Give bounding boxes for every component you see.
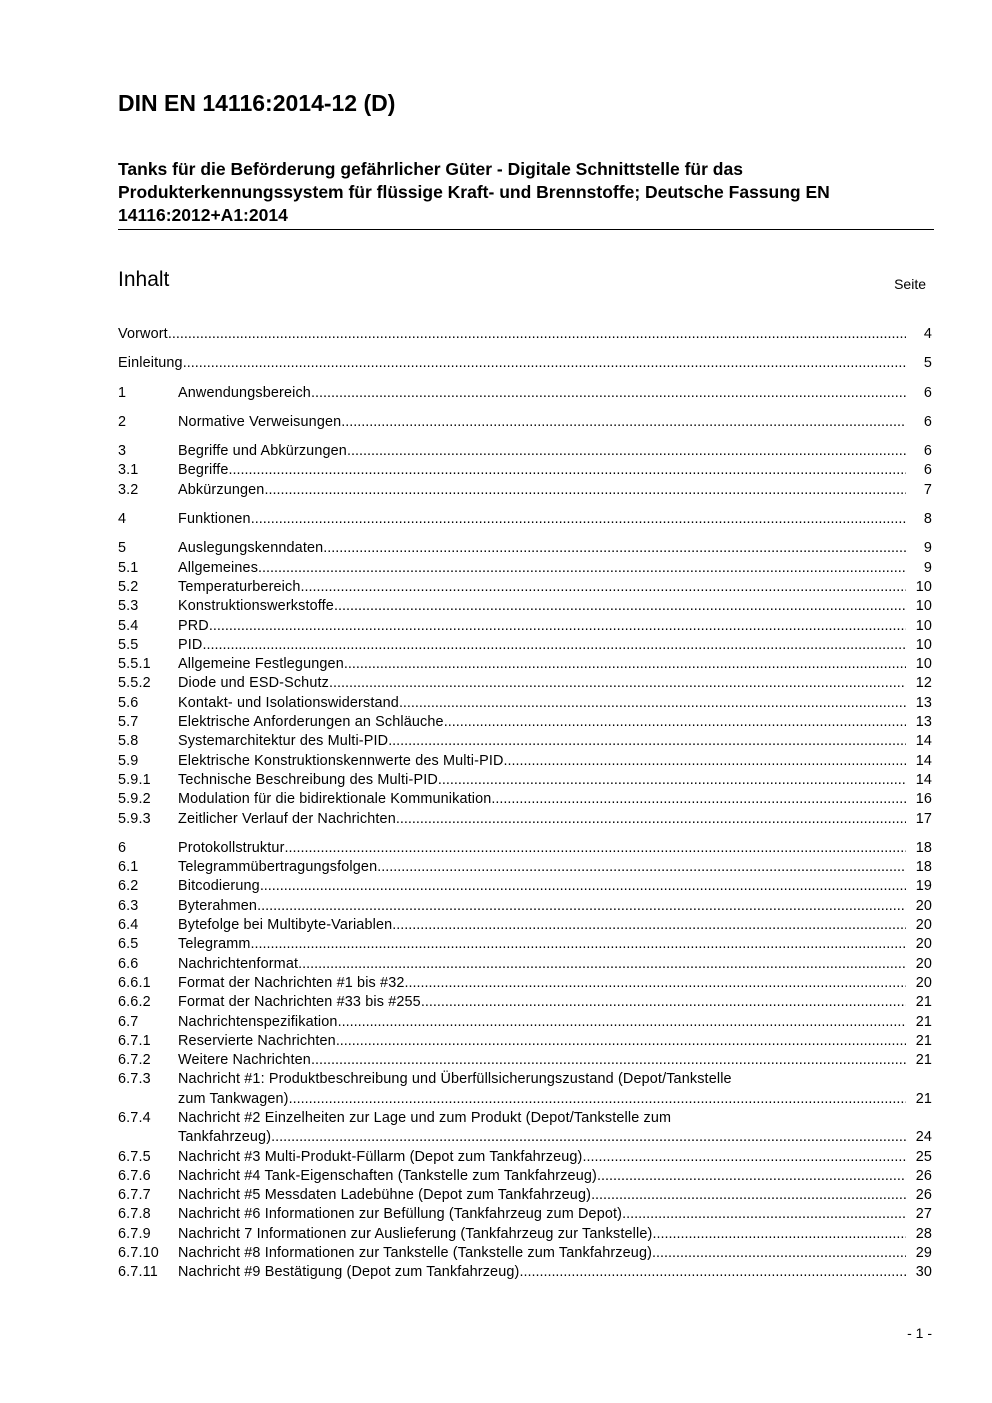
toc-entry-title: Technische Beschreibung des Multi-PID [178,771,438,788]
toc-dot-leader [597,1167,906,1186]
toc-entry-title: Telegramm [178,936,251,953]
document-subtitle: Tanks für die Beförderung gefährlicher Güter - Digitale Schnittstelle für das Produkterkennungssystem für flüssige Kraft- und Brennstoffe; Deutsche Fassung EN 14116:2012+A1:2014 [118,159,830,225]
toc-header [118,268,926,298]
toc-entry-page: 26 [915,1187,932,1204]
title-divider [118,229,934,230]
toc-dot-leader [229,461,906,480]
toc-entry-page: 9 [923,540,932,557]
toc-entry-number: 5.8 [118,733,139,750]
toc-entry-number: 5.9 [118,752,139,769]
toc-dot-leader [260,877,906,896]
toc-dot-leader [344,655,906,674]
toc-entry[interactable] [118,1244,932,1263]
toc-entry-number: 6.6 [118,955,139,972]
toc-entry-number: 6.7.3 [118,1071,151,1088]
toc-entry-number: 6.7.5 [118,1148,151,1165]
toc-entry-page: 20 [915,955,932,972]
toc-entry-number: 5.5.1 [118,656,151,673]
toc-entry-page: 6 [923,443,932,460]
toc-entry-title: Normative Verweisungen [178,413,342,430]
toc-entry-number: 6.7.9 [118,1225,151,1242]
toc-entry-title: Vorwort [118,326,168,342]
toc-entry-title: Reservierte Nachrichten [178,1032,336,1049]
toc-entry[interactable] [118,790,932,809]
toc-entry[interactable] [118,442,932,461]
toc-entry-number: 1 [118,384,127,401]
toc-entry[interactable] [118,1070,932,1109]
toc-entry-title: Auslegungskenndaten [178,540,324,557]
toc-entry-title: Nachrichtenformat [178,955,299,972]
toc-dot-leader [258,559,906,578]
toc-entry-page: 21 [915,1013,932,1030]
toc-dot-leader [341,413,906,432]
toc-entry[interactable] [118,771,932,790]
toc-entry-title: Nachricht #3 Multi-Produkt-Füllarm (Depot zum Tankfahrzeug) [178,1148,583,1165]
toc-entry[interactable] [118,752,932,771]
toc-dot-leader [301,578,906,597]
toc-entry-page: 13 [915,714,932,731]
toc-entry-title: Nachricht #1: Produktbeschreibung und Überfüllsicherungszustand (Depot/Tankstelle [178,1071,732,1088]
toc-dot-leader [311,384,906,403]
toc-entry-page: 10 [915,617,932,634]
toc-entry-number: 3 [118,443,127,460]
toc-entry-page: 18 [915,859,932,876]
toc-entry[interactable] [118,877,932,896]
toc-entry-page: 16 [915,791,932,808]
toc-entry-number: 5 [118,540,127,557]
toc-entry-page: 25 [915,1148,932,1165]
toc-dot-leader [377,858,906,877]
toc-entry-page: 5 [923,355,932,372]
toc-dot-leader [421,993,906,1012]
toc-entry[interactable] [118,1263,932,1282]
toc-entry-number: 5.3 [118,598,139,615]
toc-entry-title: Bytefolge bei Multibyte-Variablen [178,917,393,934]
toc-entry-page: 7 [923,481,932,498]
toc-entry-number: 6.7.7 [118,1187,151,1204]
toc-entry-title: Nachricht #6 Informationen zur Befüllung (Tankfahrzeug zum Depot) [178,1206,623,1223]
toc-entry[interactable] [118,539,932,558]
toc-entry-title: Diode und ESD-Schutz [178,675,329,692]
toc-dot-leader [298,955,906,974]
toc-entry-title-continued: zum Tankwagen) [178,1090,289,1107]
toc-entry[interactable] [118,839,932,858]
toc-entry[interactable] [118,955,932,974]
toc-dot-leader [388,732,906,751]
toc-entry-title: Begriffe [178,462,229,479]
toc-entry-title: Modulation für die bidirektionale Kommunikation [178,791,492,808]
toc-entry-page: 19 [915,878,932,895]
toc-entry-title: Nachricht #4 Tank-Eigenschaften (Tankstelle zum Tankfahrzeug) [178,1167,597,1184]
toc-dot-leader [399,694,906,713]
toc-entry[interactable] [118,674,932,693]
toc-entry-number: 5.7 [118,714,139,731]
toc-entry-number: 6.7 [118,1013,139,1030]
toc-entry[interactable] [118,384,932,403]
toc-entry-page: 8 [923,511,932,528]
toc-dot-leader [271,1128,906,1147]
toc-entry-title: Elektrische Anforderungen an Schläuche [178,714,444,731]
toc-entry-title: Abkürzungen [178,481,265,498]
toc-entry-number: 3.2 [118,481,139,498]
toc-entry-number: 5.9.2 [118,791,151,808]
toc-entry[interactable] [118,413,932,432]
toc-entry[interactable] [118,559,932,578]
toc-entry-page: 20 [915,936,932,953]
toc-entry[interactable] [118,1167,932,1186]
toc-entry[interactable] [118,732,932,751]
toc-entry-page: 20 [915,917,932,934]
toc-entry[interactable] [118,1225,932,1244]
toc-entry-page: 24 [915,1129,932,1146]
toc-entry-page: 10 [915,636,932,653]
toc-entry-number: 6.7.1 [118,1032,151,1049]
toc-dot-leader [622,1205,906,1224]
toc-entry-page: 14 [915,771,932,788]
toc-entry-page: 18 [915,839,932,856]
toc-dot-leader [311,1051,906,1070]
toc-entry-number: 6.5 [118,936,139,953]
toc-heading: Inhalt [118,268,170,291]
toc-page-label: Seite [894,276,926,292]
toc-entry-title: PRD [178,617,209,634]
toc-dot-leader [285,839,906,858]
toc-dot-leader [582,1148,906,1167]
toc-entry-page: 10 [915,598,932,615]
toc-entry-title: Nachricht 7 Informationen zur Auslieferung (Tankfahrzeug zur Tankstelle) [178,1225,653,1242]
toc-entry-page: 4 [923,326,932,342]
toc-dot-leader [336,1032,906,1051]
toc-dot-leader [392,916,906,935]
toc-entry-page: 6 [923,413,932,430]
toc-entry-page: 21 [915,1052,932,1069]
toc-entry-number: 6.6.1 [118,974,151,991]
toc-dot-leader [438,771,906,790]
toc-dot-leader [209,617,906,636]
toc-entry[interactable] [118,810,932,829]
toc-entry[interactable] [118,935,932,954]
toc-entry-page: 13 [915,694,932,711]
toc-entry-page: 21 [915,994,932,1011]
toc-entry-page: 9 [923,559,932,576]
toc-dot-leader [652,1244,906,1263]
toc-entry[interactable] [118,617,932,636]
toc-entry-number: 2 [118,413,127,430]
toc-dot-leader [264,481,906,500]
toc-entry[interactable] [118,1148,932,1167]
toc-entry-page: 10 [915,578,932,595]
toc-entry-title: Format der Nachrichten #1 bis #32 [178,974,405,991]
toc-dot-leader [491,790,906,809]
toc-entry[interactable] [118,597,932,616]
toc-entry[interactable] [118,1186,932,1205]
toc-entry-page: 10 [915,656,932,673]
toc-dot-leader [444,713,906,732]
page-number: - 1 - [907,1325,932,1341]
toc-entry-page: 17 [915,810,932,827]
toc-entry-number: 6.7.2 [118,1052,151,1069]
toc-entry-title: Bitcodierung [178,878,260,895]
toc-entry-number: 6.3 [118,897,139,914]
toc-dot-leader [329,674,906,693]
toc-entry-number: 6.7.4 [118,1109,151,1126]
toc-entry[interactable] [118,655,932,674]
toc-entry[interactable] [118,897,932,916]
toc-entry[interactable] [118,916,932,935]
toc-entry-page: 20 [915,974,932,991]
toc-entry-number: 5.2 [118,578,139,595]
toc-entry-number: 5.6 [118,694,139,711]
toc-entry-title: Protokollstruktur [178,839,285,856]
table-of-contents [118,325,932,1283]
toc-entry-number: 5.9.3 [118,810,151,827]
toc-dot-leader [396,810,906,829]
toc-entry-number: 6.2 [118,878,139,895]
toc-entry-title: Byterahmen [178,897,258,914]
toc-entry-number: 6.6.2 [118,994,151,1011]
toc-entry-title: Nachricht #8 Informationen zur Tankstelle (Tankstelle zum Tankfahrzeug) [178,1245,653,1262]
toc-entry-number: 6.7.6 [118,1167,151,1184]
toc-entry[interactable] [118,694,932,713]
toc-entry-number: 6 [118,839,127,856]
toc-dot-leader [334,597,906,616]
toc-entry[interactable] [118,461,932,480]
toc-entry-title: Funktionen [178,511,251,528]
toc-entry-title-continued: Tankfahrzeug) [178,1129,272,1146]
toc-entry-number: 6.7.8 [118,1206,151,1223]
toc-entry[interactable] [118,1013,932,1032]
toc-entry-page: 21 [915,1090,932,1107]
toc-dot-leader [405,974,906,993]
toc-dot-leader [168,325,906,344]
toc-entry[interactable] [118,974,932,993]
toc-entry-title: Format der Nachrichten #33 bis #255 [178,994,421,1011]
toc-entry-title: Zeitlicher Verlauf der Nachrichten [178,810,396,827]
toc-entry-number: 4 [118,511,127,528]
toc-entry-page: 28 [915,1225,932,1242]
toc-entry-number: 5.5.2 [118,675,151,692]
toc-entry-title: Konstruktionswerkstoffe [178,598,334,615]
toc-dot-leader [251,935,906,954]
toc-entry-number: 5.1 [118,559,139,576]
toc-entry[interactable] [118,993,932,1012]
toc-entry[interactable] [118,713,932,732]
toc-entry-title: Nachricht #9 Bestätigung (Depot zum Tankfahrzeug) [178,1264,520,1281]
toc-dot-leader [347,442,906,461]
toc-dot-leader [504,752,906,771]
toc-entry-number: 6.1 [118,859,139,876]
toc-dot-leader [257,897,906,916]
toc-entry-page: 30 [915,1264,932,1281]
toc-dot-leader [251,510,906,529]
toc-dot-leader [338,1013,906,1032]
toc-dot-leader [519,1263,906,1282]
toc-entry-page: 29 [915,1245,932,1262]
toc-entry-number: 6.7.11 [118,1264,158,1281]
toc-entry[interactable] [118,858,932,877]
toc-dot-leader [202,636,906,655]
toc-entry-title: Allgemeines [178,559,259,576]
document-title: DIN EN 14116:2014-12 (D) [118,90,396,116]
toc-entry-page: 26 [915,1167,932,1184]
toc-entry-title: PID [178,636,203,653]
toc-entry[interactable] [118,510,932,529]
toc-entry-page: 21 [915,1032,932,1049]
toc-entry-title: Kontakt- und Isolationswiderstand [178,694,399,711]
toc-dot-leader [323,539,906,558]
toc-entry[interactable] [118,1109,932,1148]
toc-dot-leader [183,354,906,373]
toc-entry-number: 5.5 [118,636,139,653]
toc-entry-page: 6 [923,462,932,479]
toc-entry[interactable] [118,481,932,500]
toc-entry[interactable] [118,325,932,344]
toc-entry-number: 5.4 [118,617,139,634]
toc-entry-title: Nachricht #2 Einzelheiten zur Lage und zum Produkt (Depot/Tankstelle zum [178,1109,672,1126]
toc-entry-title: Nachricht #5 Messdaten Ladebühne (Depot zum Tankfahrzeug) [178,1187,592,1204]
toc-entry[interactable] [118,1205,932,1224]
toc-entry-number: 5.9.1 [118,771,151,788]
toc-entry[interactable] [118,578,932,597]
toc-dot-leader [591,1186,906,1205]
toc-entry-number: 3.1 [118,462,139,479]
toc-entry-title: Systemarchitektur des Multi-PID [178,733,389,750]
toc-entry[interactable] [118,1032,932,1051]
toc-entry-title: Nachrichtenspezifikation [178,1013,338,1030]
toc-entry-page: 6 [923,384,932,401]
toc-entry-page: 12 [915,675,932,692]
toc-entry-page: 20 [915,897,932,914]
toc-entry-title: Allgemeine Festlegungen [178,656,344,673]
toc-dot-leader [289,1090,906,1109]
toc-entry[interactable] [118,1051,932,1070]
toc-entry-title: Einleitung [118,355,183,372]
toc-entry[interactable] [118,354,932,373]
toc-entry-title: Elektrische Konstruktionskennwerte des Multi-PID [178,752,504,769]
toc-entry-page: 14 [915,752,932,769]
toc-entry-title: Weitere Nachrichten [178,1052,311,1069]
toc-entry-number: 6.4 [118,917,139,934]
toc-dot-leader [652,1225,906,1244]
toc-entry-page: 27 [915,1206,932,1223]
toc-entry-title: Begriffe und Abkürzungen [178,443,347,460]
toc-entry-title: Anwendungsbereich [178,384,311,401]
toc-entry-page: 14 [915,733,932,750]
toc-entry-title: Telegrammübertragungsfolgen [178,859,378,876]
toc-entry-number: 6.7.10 [118,1245,159,1262]
toc-entry-title: Temperaturbereich [178,578,301,595]
toc-entry[interactable] [118,636,932,655]
